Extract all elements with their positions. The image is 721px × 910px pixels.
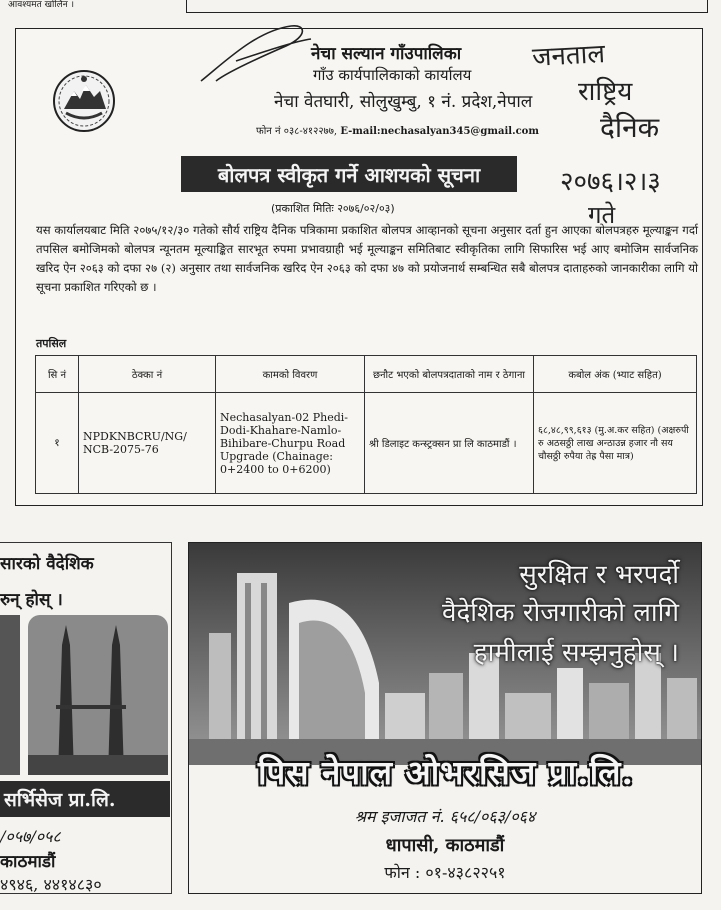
ad-license: श्रम इजाजत नं. ६५८/०६३/०६४ [354,807,536,826]
cell-sn: १ [36,393,79,494]
org-address: नेचा वेतघारी, सोलुखुम्बु, १ नं. प्रदेश,नेपाल [274,92,533,112]
header-bidder: छनौट भएको बोलपत्रदाताको नाम र ठेगाना [365,356,534,393]
header-amount: कबोल अंक (भ्याट सहित) [534,356,697,393]
handwritten-note: राष्ट्रिय [578,77,633,107]
ad-left-company: सर्भिसेज प्रा.लि. [0,781,170,817]
table-header-row [36,356,697,393]
table-row [36,393,697,494]
header-description: कामको विवरण [216,356,365,393]
notice-body: यस कार्यालयबाट मिति २०७५/१२/३० गतेको सौर्य राष्ट्रिय दैनिक पत्रिकामा प्रकाशित बोलपत्र आव्हानको सूचना अनुसार दर्ता हुन आएका बोलपत्रहरु मूल्याङ्कन गर्दा तपसिल बमोजिमको बोलपत्र न्यूनतम मूल्याङ्कित सारभूत रुपमा प्रभावग्राही भई मूल्याङ्कन समितिबाट स्वीकृतिका लागि सिफारिस भई आए बमोजिम सार्वजनिक खरिद ऐन २०६३ को दफा २७ (२) अनुसार तथा सार्वजनिक खरिद ऐन २०६३ को दफा ४७ को प्रयोजनार्थ सम्बन्धित सबै बोलपत्र दाताहरुको जानकारीका लागि यो सूचना प्रकाशित गरिएको छ । [36,223,698,294]
details-label: तपसिल [36,337,67,350]
ad-left-city: काठमाडौं [0,852,56,872]
ad-slogan-line3: हामीलाई सम्झनुहोस् । [473,638,679,668]
handwritten-note: जनताल [531,39,606,73]
ad-left-phone: ४९४६, ४४१४८३० [0,875,102,894]
handwritten-note: गते [588,201,616,229]
org-phone: फोन नं ०३८-४१२२७७, [256,126,338,137]
handwritten-note: दैनिक [600,111,660,144]
org-name: नेचा सल्यान गाँउपालिका [311,44,462,64]
cell-description: Nechasalyan-02 Phedi-Dodi-Khahare-Namlo-Bihibare-Churpu Road Upgrade (Chainage: 0+2400 to 0+6200) [216,393,365,494]
ad-slogan-line2: वैदेशिक रोजगारीको लागि [441,598,679,628]
org-office: गाँउ कार्यपालिकाको कार्यालय [313,66,472,84]
ad-left-line1: सारको वैदेशिक [0,554,94,574]
ad-address: धापासी, काठमाडौं [385,835,505,856]
ad-phone: फोन : ०१-४३८२२५१ [384,863,506,882]
top-fragment-text: आवश्यमत खोलिन । [8,0,75,10]
bid-table [35,355,697,494]
nepal-emblem-icon [52,69,116,133]
published-date: (प्रकाशित मितिः २०७६/०२/०३) [271,202,395,215]
ad-left-license: /०५७/०५८ [0,827,61,846]
top-fragment-box [186,0,708,13]
header-contract-no: ठेक्का नं [79,356,216,393]
cell-bidder: श्री डिलाइट कन्स्ट्रक्सन प्रा लि काठमाडौं । [365,393,534,494]
ad-slogan-line1: सुरक्षित र भरपर्दो [519,560,679,590]
tower-photo-icon [0,615,168,775]
notice-title: बोलपत्र स्वीकृत गर्ने आशयको सूचना [181,156,517,192]
left-advertisement [0,542,172,894]
ad-left-line2: रुन् होस् । [0,590,63,610]
cell-contract-no: NPDKNBCRU/NG/ NCB-2075-76 [79,393,216,494]
header-sn: सि नं [36,356,79,393]
signature-scribble [196,21,316,91]
org-contact [256,123,539,137]
ad-company-name: पिस नेपाल ओभरसिज प्रा.लि. [257,752,635,792]
handwritten-note: २०७६।२।३ [560,167,661,197]
cell-amount: ६८,४८,९९,६१३ (मु.अ.कर सहित) (अक्षरुपी रु अठसठ्ठी लाख अन्ठाउन्न हजार नौ सय चौसठ्ठी रुपैया तेह्र पैसा मात्र) [534,393,697,494]
right-advertisement [188,542,702,894]
org-email: E-mail:nechasalyan345@gmail.com [340,126,539,137]
